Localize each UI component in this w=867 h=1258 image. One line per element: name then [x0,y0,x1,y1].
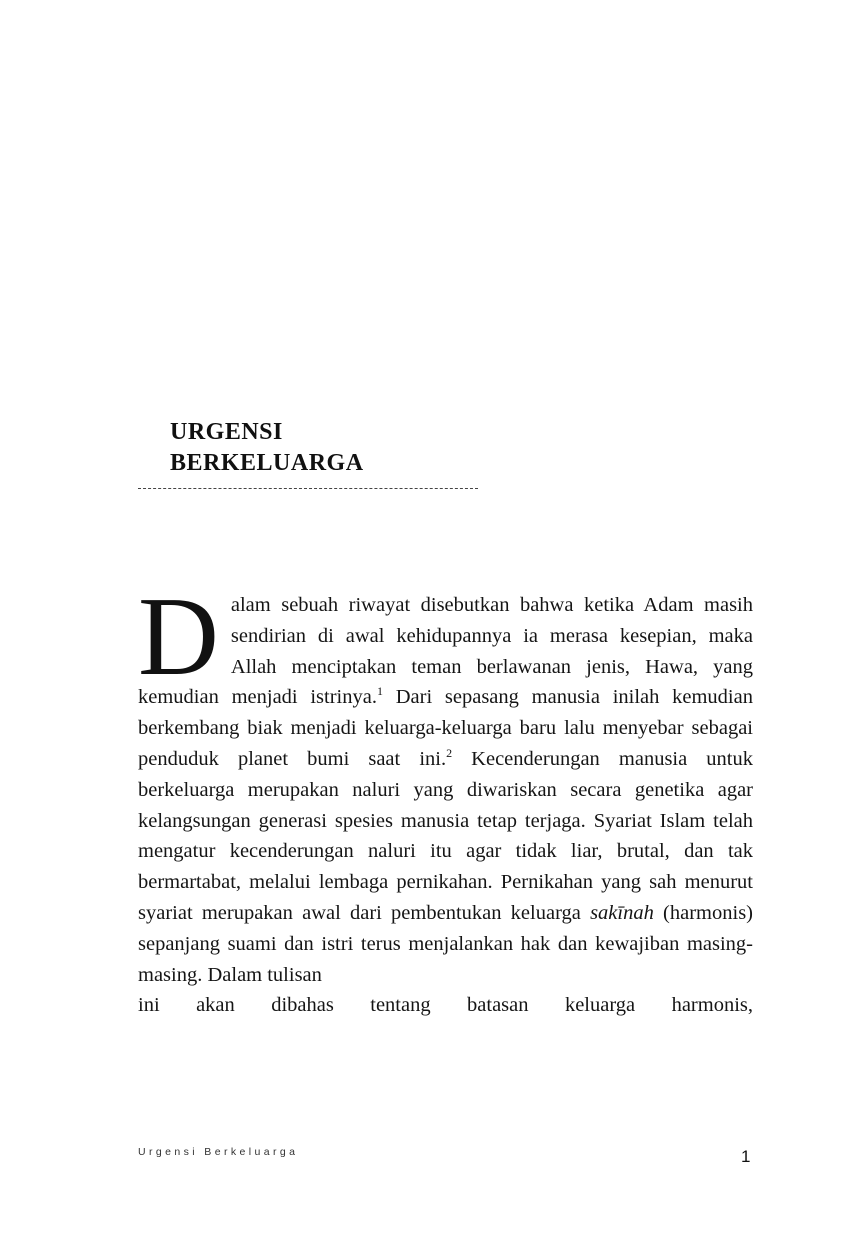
running-footer-title: Urgensi Berkeluarga [138,1146,299,1158]
footnote-ref-2[interactable]: 2 [446,745,453,760]
chapter-title-line-2: BERKELUARGA [170,450,364,476]
chapter-title [170,417,364,479]
body-segment-1: alam sebuah riwayat disebutkan bahwa ketika Adam masih sendirian di awal kehidupannya ia merasa kesepian, maka Allah menciptakan teman berlawanan jenis, Hawa, yang kemudian menjadi istrinya. [138,594,753,709]
footnote-ref-1[interactable]: 1 [376,684,383,699]
paragraph-1 [138,575,754,1021]
drop-cap: D [138,575,219,699]
italic-term: sakīnah [590,901,654,924]
body-paragraph [138,575,754,1021]
body-last-line: ini akan dibahas tentang batasan keluarga harmonis, [138,994,753,1017]
page-number: 1 [741,1147,751,1166]
body-segment-3: Kecenderungan manusia untuk berkeluarga merupakan naluri yang diwariskan secara genetika agar kelangsungan generasi spesies manusia tetap terjaga. Syariat Islam telah mengatur kecenderungan naluri itu agar tidak liar, brutal, dan tak bermartabat, melalui lembaga pernikahan. Pernikahan yang sah menurut syariat merupakan awal dari pembentukan keluarga [138,747,754,924]
body-segment-2: Dari sepasang manusia inilah kemudian berkembang biak menjadi keluarga-keluarga baru lalu menyebar sebagai penduduk planet bumi saat ini. [138,686,753,770]
body-segment-4: (harmonis) sepanjang suami dan istri terus menjalankan hak dan kewajiban masing-masing. Dalam tulisan [138,901,753,986]
title-divider [138,488,478,489]
chapter-title-line-1: URGENSI [170,419,283,445]
